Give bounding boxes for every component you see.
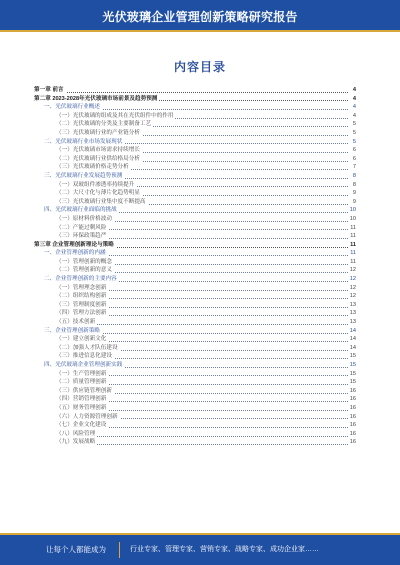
toc-entry-page: 12 [349, 284, 356, 291]
toc-entry[interactable] [34, 215, 356, 224]
table-of-contents [34, 86, 356, 447]
toc-entry-label: （二）质量管理创新 [56, 379, 107, 386]
toc-entry-label: （二）组织结构创新 [56, 293, 107, 300]
toc-entry[interactable] [34, 421, 356, 430]
toc-entry[interactable] [34, 224, 356, 233]
toc-entry[interactable] [34, 284, 356, 293]
toc-entry-label: （五）财务管理创新 [56, 404, 107, 411]
toc-entry[interactable] [34, 292, 356, 301]
toc-entry-page: 11 [350, 250, 356, 257]
toc-entry[interactable] [34, 198, 356, 207]
toc-entry[interactable] [34, 438, 356, 447]
toc-entry[interactable] [34, 112, 356, 121]
toc-entry-label: （三）管理制度创新 [56, 301, 107, 308]
toc-entry[interactable] [34, 266, 356, 275]
toc-entry-page: 12 [349, 276, 356, 283]
toc-entry-page: 4 [352, 87, 356, 93]
toc-entry-label: （一）光伏玻璃市场需求持续增长 [56, 147, 140, 154]
toc-entry[interactable] [34, 275, 356, 284]
toc-entry[interactable] [34, 86, 356, 95]
toc-entry-page: 13 [349, 301, 356, 308]
toc-entry-page: 15 [349, 379, 356, 386]
toc-entry[interactable] [34, 344, 356, 353]
toc-entry-page: 11 [350, 241, 356, 248]
toc-entry-page: 16 [349, 387, 356, 394]
toc-entry-label: （一）光伏玻璃的组成及其在光伏组件中的作用 [56, 112, 174, 119]
toc-entry-page: 14 [349, 327, 356, 334]
toc-entry-label: （三）光伏玻璃行业的产业链分析 [56, 129, 140, 136]
toc-entry[interactable] [34, 189, 356, 198]
toc-entry-page: 14 [349, 336, 356, 343]
toc-entry[interactable] [34, 430, 356, 439]
toc-entry-label: （一）双玻组件渗透率持续提升 [56, 181, 135, 188]
toc-entry-label: （三）推进信息化建设 [56, 353, 112, 360]
toc-entry-label: 一、企业管理创新的内涵 [44, 250, 106, 257]
toc-entry-label: （三）环保政策趋严 [56, 233, 107, 240]
toc-entry-page: 10 [349, 215, 356, 222]
toc-entry-page: 10 [349, 207, 356, 214]
toc-entry-label: （四）管理方法创新 [56, 310, 107, 317]
toc-entry-label: 二、企业管理创新的主要内容 [44, 276, 117, 283]
toc-entry-page: 7 [352, 164, 356, 171]
toc-entry-label: （一）原材料价格波动 [56, 215, 112, 222]
toc-entry-label: （三）光伏玻璃行业集中度不断提高 [56, 198, 146, 205]
footer-slogan: 让每个人都能成为 [46, 545, 106, 554]
toc-entry[interactable] [34, 370, 356, 379]
page-footer [0, 535, 400, 565]
toc-entry-label: （六）人力资源管理创新 [56, 413, 118, 420]
toc-entry-label: （一）生产管理创新 [56, 370, 107, 377]
toc-entry[interactable] [34, 258, 356, 267]
toc-entry-page: 15 [349, 353, 356, 360]
toc-entry-label: 一、光伏玻璃行业概述 [44, 104, 100, 111]
toc-entry[interactable] [34, 181, 356, 190]
toc-entry[interactable] [34, 378, 356, 387]
toc-entry-label: 二、光伏玻璃行业市场发展现状 [44, 138, 123, 145]
toc-entry-label: （三）供应链管理创新 [56, 387, 112, 394]
toc-entry-page: 16 [349, 422, 356, 429]
toc-entry-label: （二）大尺寸化与薄片化趋势明显 [56, 190, 140, 197]
toc-entry-label: 第三章 企业管理创新理论与策略 [34, 241, 114, 248]
toc-entry-label: （二）光伏玻璃的分类及主要制备工艺 [56, 121, 152, 128]
toc-entry-page: 16 [349, 396, 356, 403]
toc-entry[interactable] [34, 395, 356, 404]
toc-entry-label: （一）建立创新文化 [56, 336, 107, 343]
toc-entry-label: （七）企业文化建设 [56, 422, 107, 429]
toc-entry[interactable] [34, 120, 356, 129]
toc-entry-page: 11 [350, 233, 356, 240]
toc-entry-label: 四、光伏玻璃企业管理创新实践 [44, 362, 123, 368]
toc-entry-label: （三）光伏玻璃价格走势分析 [56, 164, 129, 171]
toc-entry-label: （二）光伏玻璃行业供给格局分析 [56, 155, 140, 162]
toc-entry-label: （八）风险管理 [56, 430, 96, 437]
toc-entry-page: 11 [350, 258, 356, 265]
toc-entry-page: 15 [349, 370, 356, 377]
toc-entry-label: （一）管理创新的概念 [56, 258, 112, 265]
toc-entry-page: 16 [349, 404, 356, 411]
toc-entry-page: 9 [352, 190, 356, 197]
toc-entry[interactable] [34, 318, 356, 327]
toc-entry-page: 6 [352, 147, 356, 154]
toc-entry[interactable] [34, 301, 356, 310]
footer-tagline: 行业专家、管理专家、营销专家、战略专家、成功企业家…… [130, 546, 319, 553]
toc-entry-label: （二）加强人才队伍建设 [56, 344, 118, 351]
toc-entry-label: （九）发展战略 [56, 439, 96, 446]
toc-entry-label: （二）产能过剩风险 [56, 224, 107, 231]
toc-entry[interactable] [34, 232, 356, 241]
toc-entry-page: 12 [349, 267, 356, 274]
toc-entry-page: 14 [349, 344, 356, 351]
toc-entry-page: 8 [352, 181, 356, 188]
toc-entry-page: 15 [349, 362, 356, 368]
toc-entry-label: 第一章 前言 [34, 87, 64, 93]
leader-dots [34, 92, 348, 93]
toc-entry-page: 9 [352, 198, 356, 205]
toc-entry-page: 6 [352, 155, 356, 162]
leader-dots [56, 324, 348, 325]
toc-entry-page: 12 [349, 293, 356, 300]
toc-entry[interactable] [34, 163, 356, 172]
toc-entry-label: 第二章 2023-2028年光伏玻璃市场前景及趋势预测 [34, 95, 158, 102]
header-divider [0, 30, 400, 32]
toc-entry-page: 16 [349, 439, 356, 446]
toc-entry[interactable] [34, 172, 356, 181]
toc-entry-label: （一）管理理念创新 [56, 284, 107, 291]
toc-entry-label: （五）技术创新 [56, 319, 96, 326]
toc-entry-page: 8 [352, 172, 356, 179]
leader-dots [56, 444, 348, 445]
toc-entry-page: 5 [352, 138, 356, 145]
toc-entry[interactable] [34, 327, 356, 336]
toc-entry[interactable] [34, 138, 356, 147]
toc-entry-label: （二）管理创新的意义 [56, 267, 112, 274]
toc-entry[interactable] [34, 352, 356, 361]
toc-entry[interactable] [34, 206, 356, 215]
toc-entry[interactable] [34, 155, 356, 164]
toc-entry-label: 三、企业管理创新策略 [44, 327, 100, 334]
toc-entry-page: 11 [350, 224, 356, 231]
toc-entry[interactable] [34, 413, 356, 422]
toc-entry[interactable] [34, 146, 356, 155]
toc-entry-page: 4 [352, 104, 356, 111]
toc-entry[interactable] [34, 95, 356, 104]
leader-dots [56, 436, 348, 437]
toc-entry[interactable] [34, 103, 356, 112]
toc-entry-page: 5 [352, 129, 356, 136]
toc-entry-page: 4 [352, 95, 356, 102]
toc-entry-page: 16 [349, 413, 356, 420]
toc-entry[interactable] [34, 309, 356, 318]
toc-entry[interactable] [34, 387, 356, 396]
toc-entry[interactable] [34, 361, 356, 370]
toc-entry-page: 5 [352, 121, 356, 128]
footer-separator [119, 542, 120, 558]
toc-entry-page: 4 [352, 112, 356, 119]
toc-entry[interactable] [34, 404, 356, 413]
page-header [0, 0, 400, 30]
toc-entry-page: 13 [349, 310, 356, 317]
toc-entry-label: 三、光伏玻璃行业发展趋势预测 [44, 172, 123, 179]
report-title: 光伏玻璃企业管理创新策略研究报告 [102, 10, 298, 24]
toc-entry-page: 16 [349, 430, 356, 437]
toc-entry-page: 13 [349, 319, 356, 326]
toc-entry[interactable] [34, 241, 356, 250]
toc-heading: 内容目录 [173, 60, 226, 74]
toc-entry[interactable] [34, 249, 356, 258]
toc-entry-label: 四、光伏玻璃行业面临的挑战 [44, 207, 117, 214]
toc-entry[interactable] [34, 335, 356, 344]
toc-entry[interactable] [34, 129, 356, 138]
toc-entry-label: （四）营销管理创新 [56, 396, 107, 403]
